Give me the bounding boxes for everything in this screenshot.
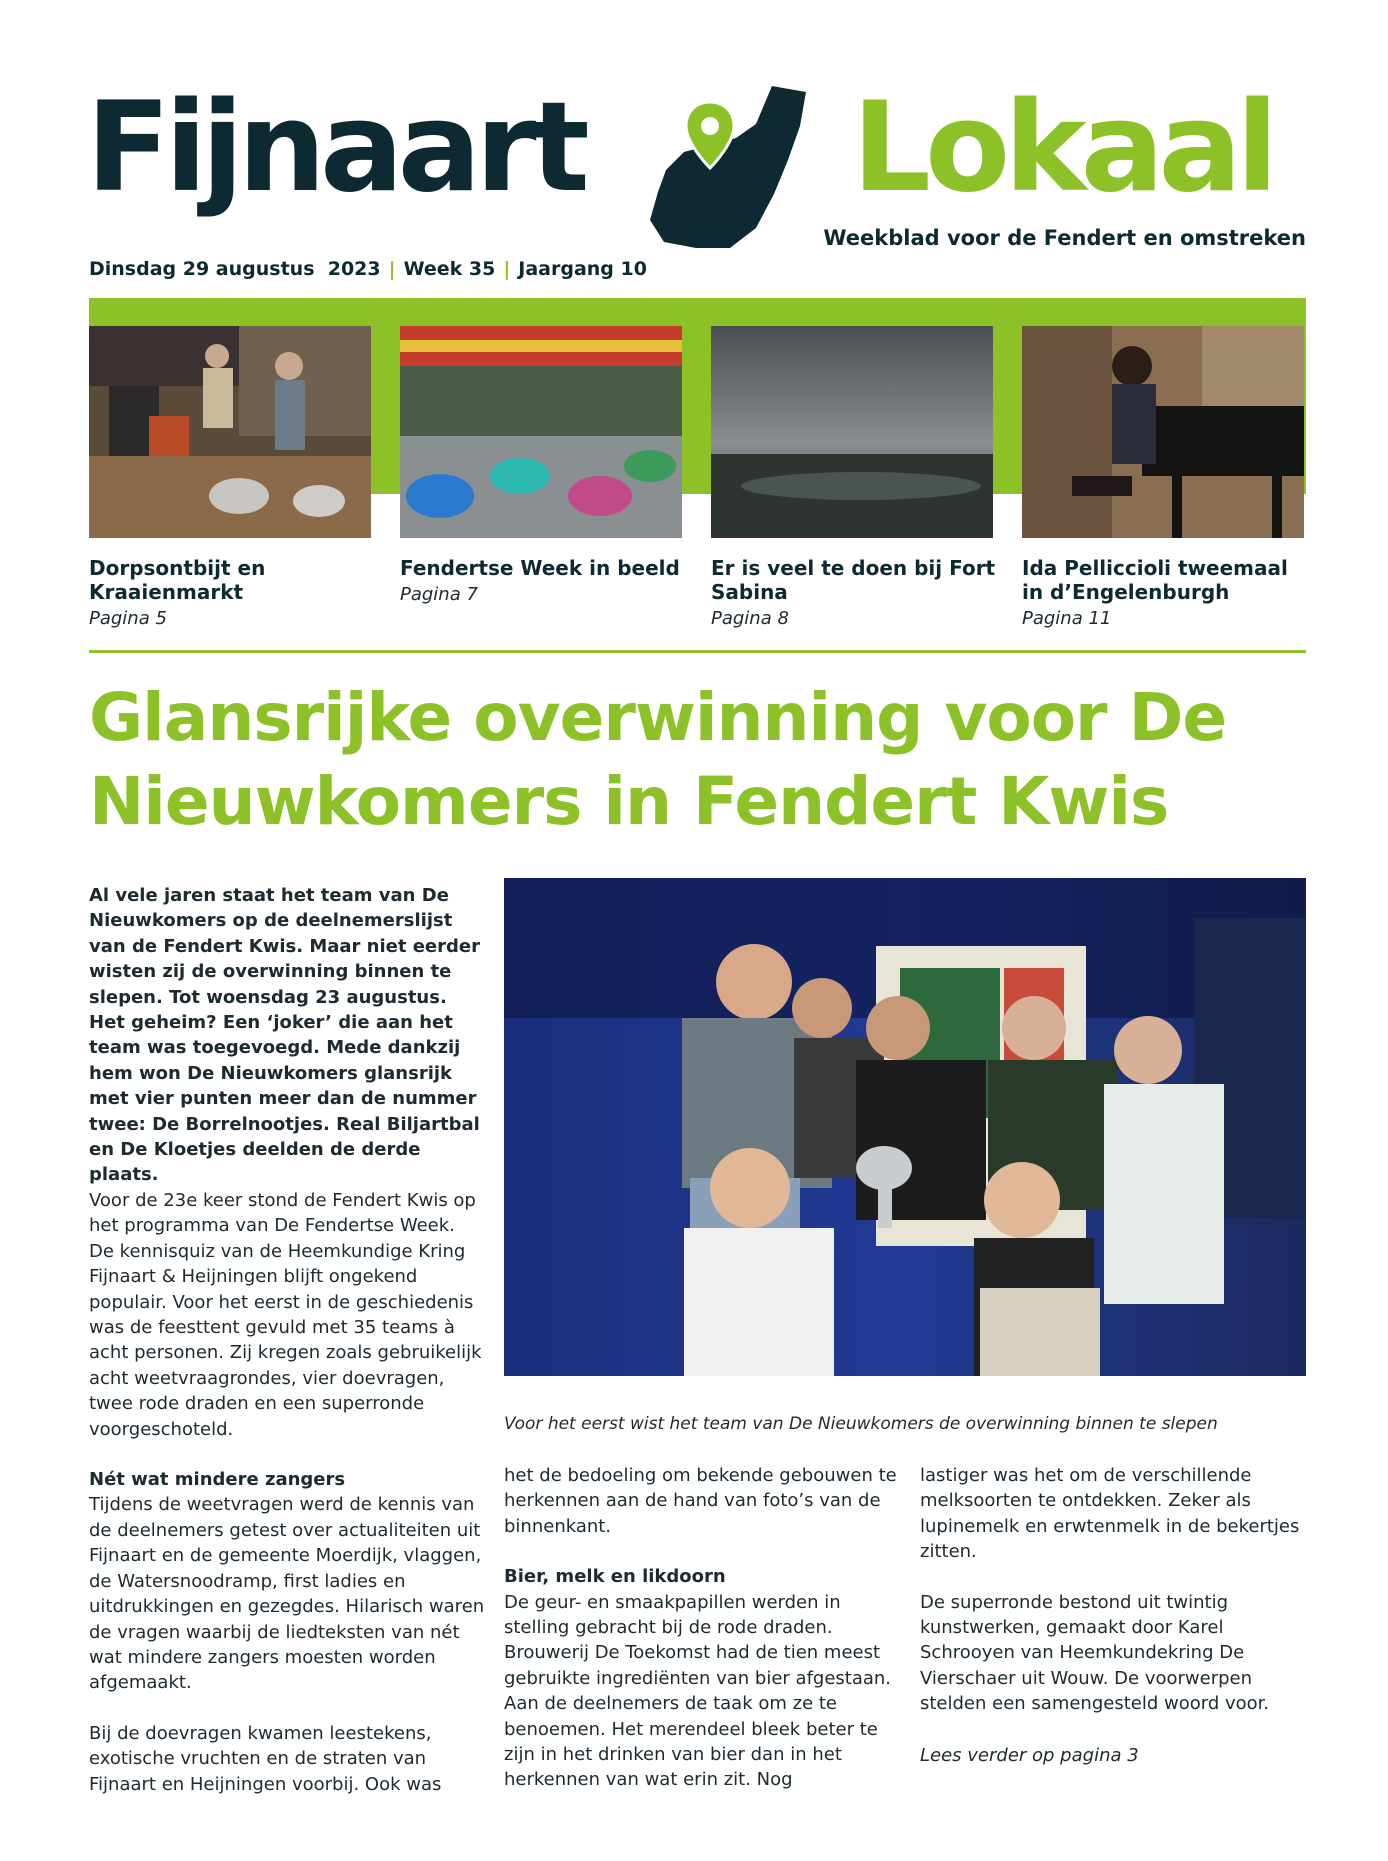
article-column-3	[920, 1463, 1310, 1768]
article-subhead: Nét wat mindere zangers	[89, 1469, 346, 1491]
article-column-2	[504, 1463, 900, 1793]
separator: |	[388, 258, 396, 280]
teaser-title-2[interactable]: Fendertse Week in beeld	[400, 556, 680, 580]
teaser-title-4[interactable]: Ida Pelliccioli tweemaal in d’Engelenburgh	[1022, 556, 1288, 604]
article-intro: Al vele jaren staat het team van De Nieuwkomers op de deelnemerslijst van de Fendert Kwis. Maar niet eerder wisten zij de overwinning binnen te slepen. Tot woensdag 23 augustus. Het geheim? Een ‘joker’ die aan het team was toegevoegd. Mede dankzij hem won De Nieuwkomers glansrijk met vier punten meer dan de nummer twee: De Borrelnootjes. Real Biljartbal en De Kloetjes deelden de derde plaats.	[89, 885, 480, 1186]
article-paragraph: Bij de doevragen kwamen leestekens, exotische vruchten en de straten van Fijnaart en Heijningen voorbij. Ook was	[89, 1722, 442, 1795]
separator: |	[503, 258, 511, 280]
article-paragraph: het de bedoeling om bekende gebouwen te herkennen aan de hand van foto’s van de binnenkant.	[504, 1465, 897, 1537]
article-headline: Glansrijke overwinning voor De Nieuwkomers in Fendert Kwis	[89, 679, 1227, 840]
article-column-1	[89, 1188, 485, 1797]
issue-week: Week 35	[403, 258, 496, 280]
teaser-page-4: Pagina 11	[1022, 608, 1112, 629]
teaser-photo-fort-sabina[interactable]	[711, 326, 993, 538]
teaser-page-3: Pagina 8	[711, 608, 789, 629]
issue-date: Dinsdag 29 augustus 2023	[89, 258, 381, 280]
article-paragraph: De geur- en smaakpapillen werden in stelling gebracht bij de rode draden. Brouwerij De Toekomst had de tien meest gebruikte ingrediënten van bier afgestaan. Aan de deelnemers de taak om ze te benoemen. Het merendeel bleek beter te zijn in het drinken van bier dan in het herkennen van wat erin zit. Nog	[504, 1591, 892, 1791]
teaser-page-2: Pagina 7	[400, 584, 478, 605]
article-subhead: Bier, melk en likdoorn	[504, 1566, 726, 1588]
article-paragraph: De superronde bestond uit twintig kunstwerken, gemaakt door Karel Schrooyen van Heemkundekring De Vierschaer uit Wouw. De voorwerpen stelden een samengesteld woord voor.	[920, 1591, 1270, 1715]
teaser-photo-market[interactable]	[89, 326, 371, 538]
masthead-title-fijnaart: Fijnaart	[86, 76, 584, 220]
masthead-title-lokaal: Lokaal	[852, 76, 1273, 220]
teaser-page-1: Pagina 5	[89, 608, 167, 629]
section-divider	[89, 650, 1306, 653]
teaser-title-1[interactable]: Dorpsontbijt en Kraaienmarkt	[89, 556, 266, 604]
teaser-photo-pianist[interactable]	[1022, 326, 1304, 538]
teaser-photo-bumper-cars[interactable]	[400, 326, 682, 538]
issue-volume: Jaargang 10	[518, 258, 647, 280]
article-photo	[504, 878, 1306, 1376]
map-pin-logo-icon	[644, 82, 812, 250]
masthead-tagline: Weekblad voor de Fendert en omstreken	[823, 226, 1306, 250]
article-paragraph: lastiger was het om de verschillende melksoorten te ontdekken. Zeker als lupinemelk en erwtenmelk in de bekertjes zitten.	[920, 1465, 1300, 1563]
teaser-title-3[interactable]: Er is veel te doen bij Fort Sabina	[711, 556, 996, 604]
article-paragraph: Voor de 23e keer stond de Fendert Kwis op het programma van De Fendertse Week. De kennisquiz van de Heemkundige Kring Fijnaart & Heijningen blijft ongekend populair. Voor het eerst in de geschiedenis was de feesttent gevuld met 35 teams à acht personen. Zij kregen zoals gebruikelijk acht weetvraagrondes, vier doevragen, twee rode draden en een superronde voorgeschoteld.	[89, 1190, 482, 1440]
article-paragraph: Tijdens de weetvragen werd de kennis van de deelnemers getest over actualiteiten uit Fijnaart en de gemeente Moerdijk, vlaggen, de Watersnoodramp, first ladies en uitdrukkingen en gezegdes. Hilarisch waren de vragen waarbij de liedteksten van nét wat mindere zangers moesten worden afgemaakt.	[89, 1494, 485, 1694]
photo-caption: Voor het eerst wist het team van De Nieuwkomers de overwinning binnen te slepen	[504, 1414, 1218, 1434]
continued-link[interactable]: Lees verder op pagina 3	[920, 1744, 1139, 1766]
dateline	[89, 258, 647, 280]
